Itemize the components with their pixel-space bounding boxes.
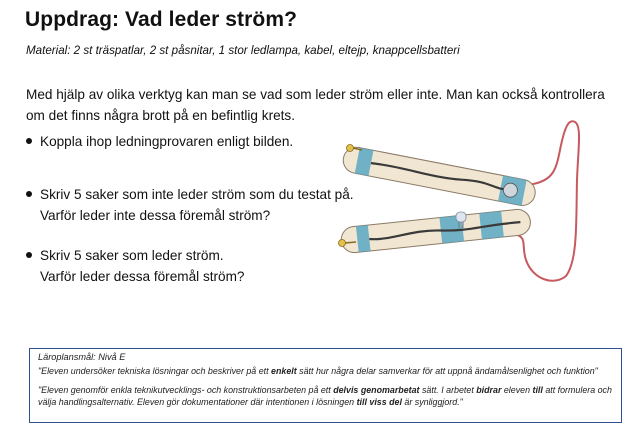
bullet-item xyxy=(26,245,245,287)
goal-quote-1: "Eleven undersöker tekniska lösningar och beskriver på ett enkelt sätt hur några delar samverkar för att uppnå ändamålsenlighet och funktion" xyxy=(38,366,598,376)
intro-paragraph: Med hjälp av olika verktyg kan man se vad som leder ström eller inte. Man kan också kontrollera om det finns några brott på en befintlig krets. xyxy=(26,87,605,123)
bullet-dot-icon xyxy=(26,138,32,144)
circuit-tester-illustration xyxy=(328,110,588,285)
goals-heading: Läroplansmål: Nivå E xyxy=(38,352,126,362)
bullet-item xyxy=(26,131,293,152)
goal-quote-2: "Eleven genomför enkla teknikutvecklings- och konstruktionsarbeten på ett delvis genomarbetat sätt. I arbetet bidrar eleven till att formulera och välja handlingsalternativ. Eleven gör dokumentationer där intentionen i lösningen till viss del är synliggjord." xyxy=(38,384,612,407)
bullet-dot-icon xyxy=(26,191,32,197)
bullet-dot-icon xyxy=(26,252,32,258)
material-list: Material: 2 st träspatlar, 2 st påsnitar, 1 stor ledlampa, kabel, eltejp, knappcellsbatteri xyxy=(26,44,460,57)
bullet-text-line2: Varför leder dessa föremål ström? xyxy=(40,269,245,284)
lower-wooden-stick xyxy=(340,208,532,254)
bullet-text: Skriv 5 saker som leder ström. xyxy=(40,248,224,263)
bullet-text: Koppla ihop ledningprovaren enligt bilden. xyxy=(40,134,294,149)
bullet-item xyxy=(26,184,354,226)
bullet-text-line2: Varför leder inte dessa föremål ström? xyxy=(40,208,271,223)
curriculum-goals-box xyxy=(29,348,622,423)
bullet-text: Skriv 5 saker som inte leder ström som du testat på. xyxy=(40,187,354,202)
page-title: Uppdrag: Vad leder ström? xyxy=(25,8,298,31)
upper-wooden-stick xyxy=(341,145,537,208)
